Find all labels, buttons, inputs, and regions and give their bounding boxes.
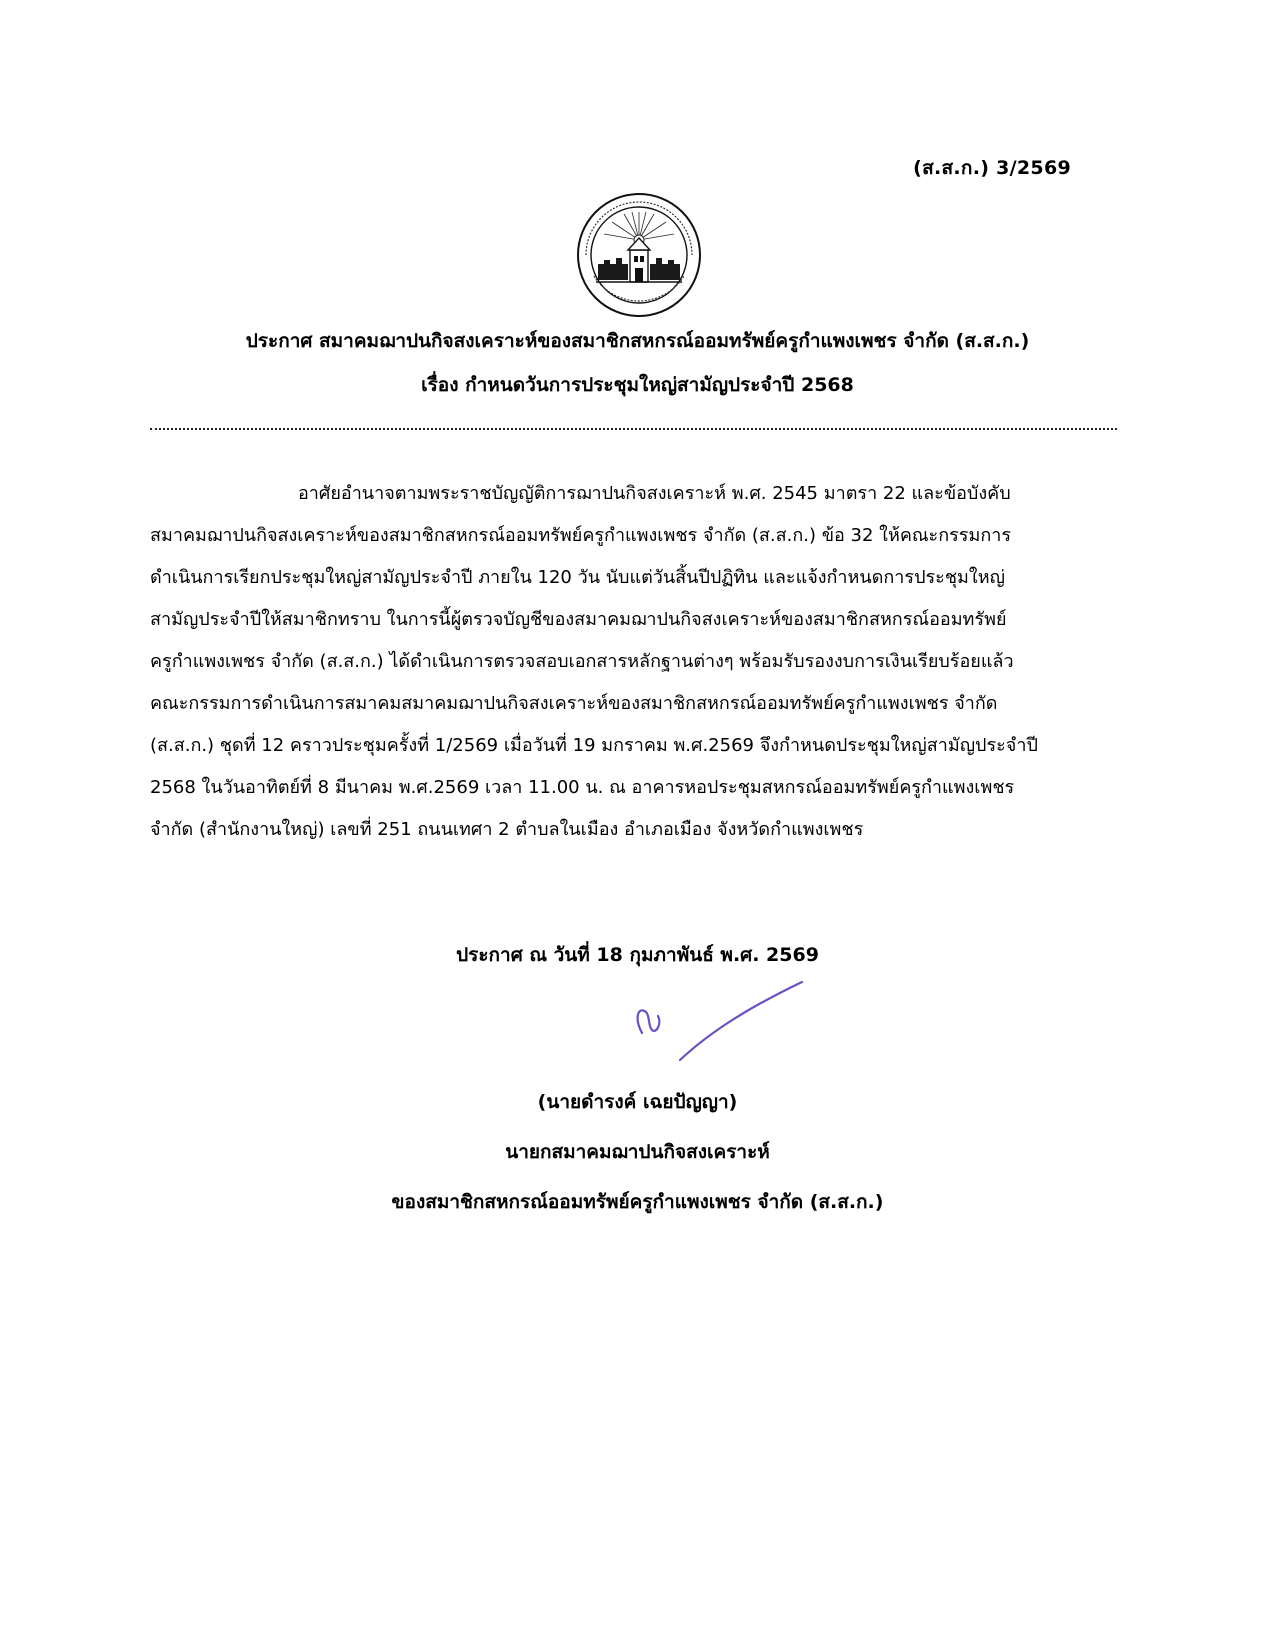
signer-organization: ของสมาชิกสหกรณ์ออมทรัพย์ครูกำแพงเพชร จำกัด (ส.ส.ก.) (391, 1191, 884, 1213)
body-line: สมาคมฌาปนกิจสงเคราะห์ของสมาชิกสหกรณ์ออมทรัพย์ครูกำแพงเพชร จำกัด (ส.ส.ก.) ข้อ 32 ให้คณะกรรมการ (150, 525, 1011, 546)
announcement-subject: เรื่อง กำหนดวันการประชุมใหญ่สามัญประจำปี 2568 (421, 374, 854, 396)
signer-name: (นายดำรงค์ เฉยปัญญา) (537, 1091, 738, 1113)
document-number: (ส.ส.ก.) 3/2569 (913, 157, 1071, 179)
body-line: คณะกรรมการดำเนินการสมาคมสมาคมฌาปนกิจสงเคราะห์ของสมาชิกสหกรณ์ออมทรัพย์ครูกำแพงเพชร จำกัด (150, 693, 998, 714)
signer-title: นายกสมาคมฌาปนกิจสงเคราะห์ (505, 1141, 770, 1163)
announcement-title: ประกาศ สมาคมฌาปนกิจสงเคราะห์ของสมาชิกสหกรณ์ออมทรัพย์ครูกำแพงเพชร จำกัด (ส.ส.ก.) (245, 330, 1030, 352)
handwritten-signature (632, 978, 812, 1068)
announcement-date: ประกาศ ณ วันที่ 18 กุมภาพันธ์ พ.ศ. 2569 (456, 944, 819, 966)
association-seal-icon (576, 192, 702, 318)
body-line: (ส.ส.ก.) ชุดที่ 12 คราวประชุมครั้งที่ 1/2569 เมื่อวันที่ 19 มกราคม พ.ศ.2569 จึงกำหนดประชุมใหญ่สามัญประจำปี (150, 735, 1038, 756)
body-line: อาศัยอำนาจตามพระราชบัญญัติการฌาปนกิจสงเคราะห์ พ.ศ. 2545 มาตรา 22 และข้อบังคับ (298, 483, 1011, 504)
body-line: ครูกำแพงเพชร จำกัด (ส.ส.ก.) ได้ดำเนินการตรวจสอบเอกสารหลักฐานต่างๆ พร้อมรับรองงบการเงินเรียบร้อยแล้ว (150, 651, 1014, 672)
body-line: จำกัด (สำนักงานใหญ่) เลขที่ 251 ถนนเทศา 2 ตำบลในเมือง อำเภอเมือง จังหวัดกำแพงเพชร (150, 819, 864, 840)
body-line: 2568 ในวันอาทิตย์ที่ 8 มีนาคม พ.ศ.2569 เวลา 11.00 น. ณ อาคารหอประชุมสหกรณ์ออมทรัพย์ครูกำแพงเพชร (150, 777, 1015, 798)
body-line: สามัญประจำปีให้สมาชิกทราบ ในการนี้ผู้ตรวจบัญชีของสมาคมฌาปนกิจสงเคราะห์ของสมาชิกสหกรณ์ออมทรัพย์ (150, 609, 1007, 630)
body-line: ดำเนินการเรียกประชุมใหญ่สามัญประจำปี ภายใน 120 วัน นับแต่วันสิ้นปีปฏิทิน และแจ้งกำหนดการประชุมใหญ่ (150, 567, 1005, 588)
dotted-divider (150, 428, 1117, 430)
